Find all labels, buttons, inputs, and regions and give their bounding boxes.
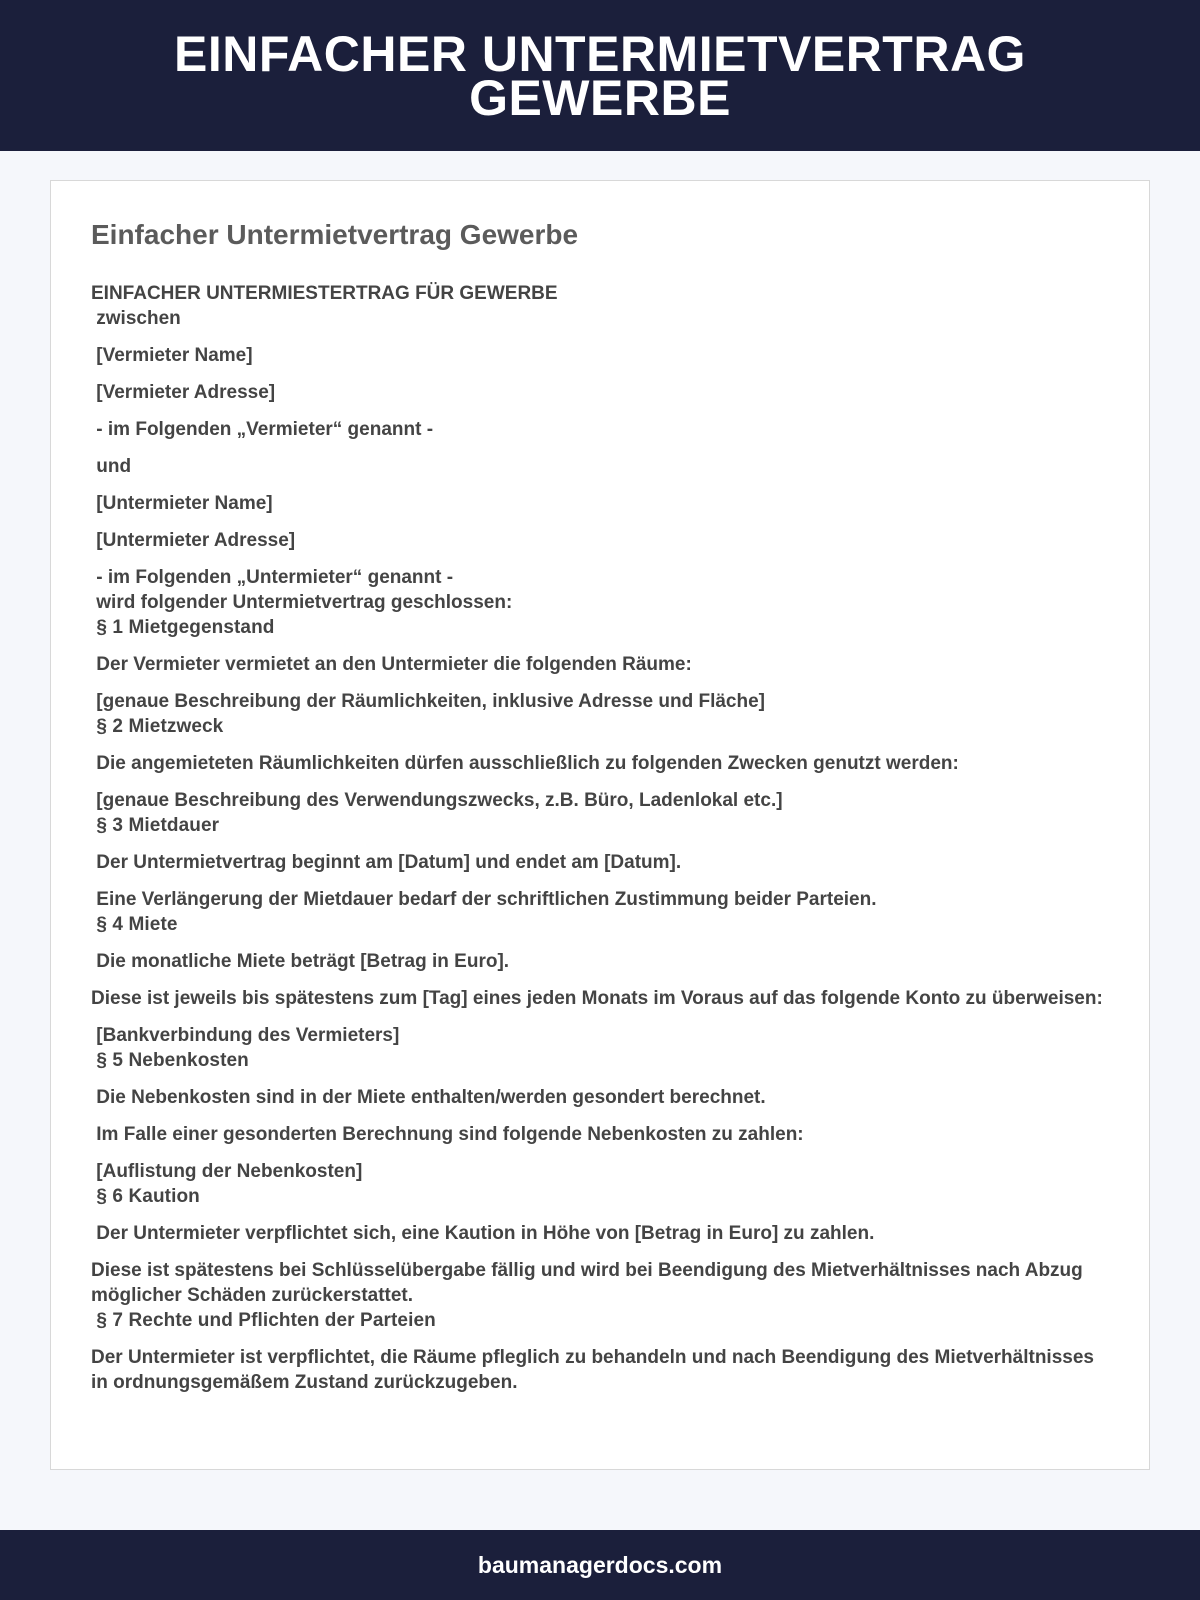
section-7-heading: § 7 Rechte und Pflichten der Parteien [91, 1310, 436, 1331]
tenant-designation: - im Folgenden „Untermieter“ genannt - [91, 567, 454, 588]
section-2-placeholder: [genaue Beschreibung des Verwendungszwecks, z.B. Büro, Ladenlokal etc.] [91, 790, 783, 811]
section-2-text: Die angemieteten Räumlichkeiten dürfen ausschließlich zu folgenden Zwecken genutzt werden: [91, 753, 959, 774]
document-body [91, 281, 1111, 1395]
section-4-heading: § 4 Miete [91, 914, 178, 935]
tenant-name: [Untermieter Name] [91, 493, 273, 514]
section-4-text: Die monatliche Miete beträgt [Betrag in Euro]. [91, 951, 510, 972]
section-3-heading: § 3 Mietdauer [91, 815, 220, 836]
text-zwischen: zwischen [91, 308, 181, 329]
section-1-placeholder: [genaue Beschreibung der Räumlichkeiten, inklusive Adresse und Fläche] [91, 691, 765, 712]
section-1-text: Der Vermieter vermietet an den Untermieter die folgenden Räume: [91, 654, 692, 675]
section-5-heading: § 5 Nebenkosten [91, 1050, 249, 1071]
section-3-extension: Eine Verlängerung der Mietdauer bedarf der schriftlichen Zustimmung beider Parteien. [91, 889, 877, 910]
section-6-text: Der Untermieter verpflichtet sich, eine Kaution in Höhe von [Betrag in Euro] zu zahlen. [91, 1223, 875, 1244]
section-5-separate: Im Falle einer gesonderten Berechnung sind folgende Nebenkosten zu zahlen: [91, 1124, 804, 1145]
page-footer [0, 1530, 1200, 1600]
tenant-address: [Untermieter Adresse] [91, 530, 296, 551]
section-6-heading: § 6 Kaution [91, 1186, 200, 1207]
contract-heading: EINFACHER UNTERMIESTERTRAG FÜR GEWERBE [91, 283, 558, 304]
document-card [50, 180, 1150, 1470]
section-5-placeholder: [Auflistung der Nebenkosten] [91, 1161, 363, 1182]
text-und: und [91, 456, 132, 477]
landlord-address: [Vermieter Adresse] [91, 382, 276, 403]
section-5-text: Die Nebenkosten sind in der Miete enthalten/werden gesondert berechnet. [91, 1087, 766, 1108]
section-7-text: Der Untermieter ist verpflichtet, die Räume pfleglich zu behandeln und nach Beendigung des Mietverhältnisses in ordnungsgemäßem Zustand zurückzugeben. [91, 1347, 1094, 1393]
header-title: EINFACHER UNTERMIETVERTRAG GEWERBE [174, 25, 1026, 126]
section-3-text: Der Untermietvertrag beginnt am [Datum] und endet am [Datum]. [91, 852, 682, 873]
document-title: Einfacher Untermietvertrag Gewerbe [91, 219, 579, 250]
section-4-bank: [Bankverbindung des Vermieters] [91, 1025, 400, 1046]
section-2-heading: § 2 Mietzweck [91, 716, 224, 737]
section-1-heading: § 1 Mietgegenstand [91, 617, 275, 638]
landlord-designation: - im Folgenden „Vermieter“ genannt - [91, 419, 434, 440]
section-6-refund: Diese ist spätestens bei Schlüsselübergabe fällig und wird bei Beendigung des Mietverhältnisses nach Abzug möglicher Schäden zurückerstattet. [91, 1260, 1083, 1306]
footer-site: baumanagerdocs.com [477, 1551, 723, 1578]
section-4-payment: Diese ist jeweils bis spätestens zum [Tag] eines jeden Monats im Voraus auf das folgende Konto zu überweisen: [91, 988, 1103, 1009]
page-header [0, 0, 1200, 151]
contract-intro: wird folgender Untermietvertrag geschlossen: [91, 592, 513, 613]
landlord-name: [Vermieter Name] [91, 345, 253, 366]
